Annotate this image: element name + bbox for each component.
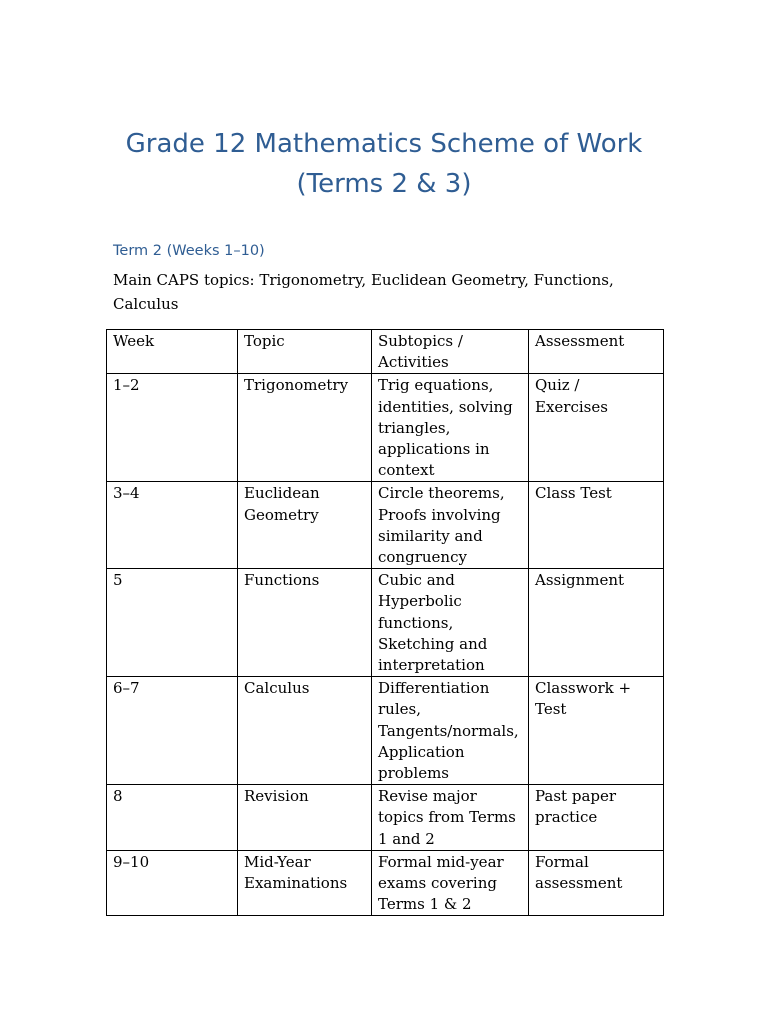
cell-topic: Mid-Year Examinations	[238, 850, 372, 916]
table-row	[107, 850, 664, 916]
cell-assessment: Class Test	[529, 482, 664, 569]
table-row	[107, 482, 664, 569]
cell-week: 9–10	[107, 850, 238, 916]
cell-assessment: Formal assessment	[529, 850, 664, 916]
scheme-of-work-table	[106, 329, 664, 916]
header-week: Week	[107, 330, 238, 374]
cell-topic: Trigonometry	[238, 374, 372, 482]
title-line-1: Grade 12 Mathematics Scheme of Work	[125, 129, 643, 159]
section-heading-term-2: Term 2 (Weeks 1–10)	[113, 243, 265, 259]
cell-topic: Calculus	[238, 677, 372, 785]
cell-subtopics: Trig equations, identities, solving triangles, applications in context	[372, 374, 529, 482]
cell-subtopics: Differentiation rules, Tangents/normals, Application problems	[372, 677, 529, 785]
header-assessment: Assessment	[529, 330, 664, 374]
cell-assessment: Classwork + Test	[529, 677, 664, 785]
cell-topic: Functions	[238, 569, 372, 677]
table-header-row	[107, 330, 664, 374]
table-row	[107, 569, 664, 677]
title-line-2: (Terms 2 & 3)	[296, 169, 472, 199]
cell-week: 5	[107, 569, 238, 677]
cell-week: 3–4	[107, 482, 238, 569]
header-topic: Topic	[238, 330, 372, 374]
cell-week: 6–7	[107, 677, 238, 785]
table-row	[107, 785, 664, 851]
cell-assessment: Past paper practice	[529, 785, 664, 851]
table-row	[107, 374, 664, 482]
cell-assessment: Assignment	[529, 569, 664, 677]
header-subtopics: Subtopics / Activities	[372, 330, 529, 374]
cell-subtopics: Cubic and Hyperbolic functions, Sketching and interpretation	[372, 569, 529, 677]
intro-paragraph: Main CAPS topics: Trigonometry, Euclidean Geometry, Functions, Calculus	[113, 271, 614, 313]
cell-week: 8	[107, 785, 238, 851]
cell-week: 1–2	[107, 374, 238, 482]
cell-subtopics: Revise major topics from Terms 1 and 2	[372, 785, 529, 851]
cell-topic: Euclidean Geometry	[238, 482, 372, 569]
cell-subtopics: Formal mid-year exams covering Terms 1 & 2	[372, 850, 529, 916]
table-row	[107, 677, 664, 785]
cell-assessment: Quiz / Exercises	[529, 374, 664, 482]
document-title	[0, 124, 768, 204]
cell-subtopics: Circle theorems, Proofs involving similarity and congruency	[372, 482, 529, 569]
cell-topic: Revision	[238, 785, 372, 851]
